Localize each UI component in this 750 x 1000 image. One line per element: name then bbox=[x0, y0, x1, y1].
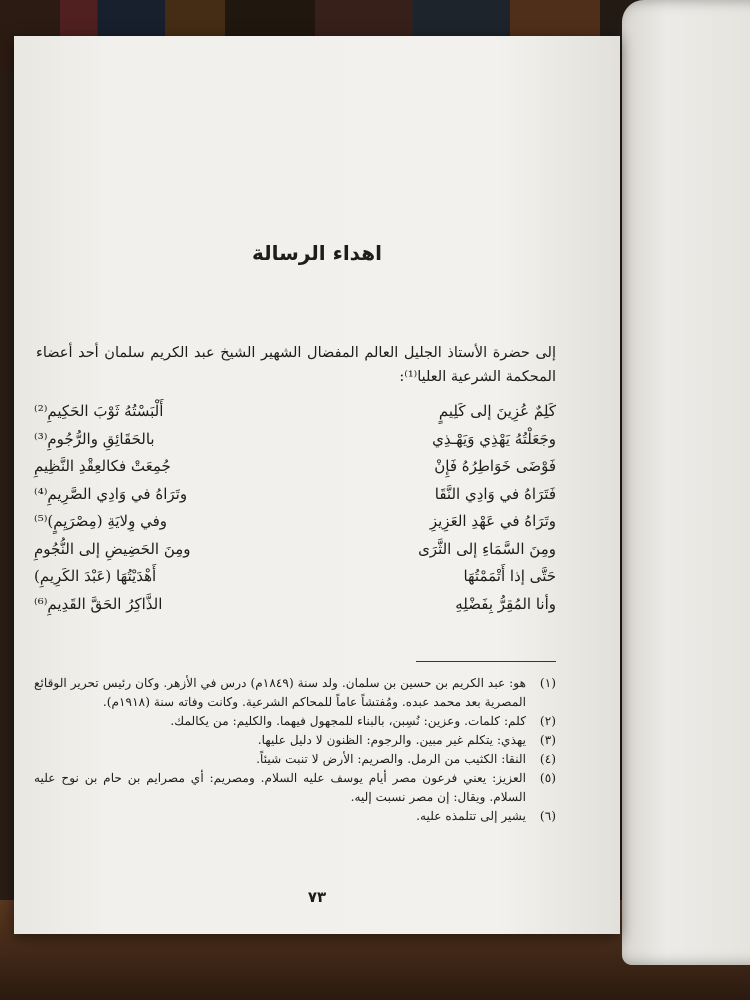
footnote bbox=[34, 750, 556, 769]
book-page bbox=[14, 36, 620, 934]
footnote-text: يشير إلى تتلمذه عليه. bbox=[416, 809, 526, 823]
verse-second-hemistich: جُمِعَتْ فكالعِقْدِ النَّظِيمِ bbox=[34, 457, 171, 475]
footnote-number: (١) bbox=[539, 676, 556, 690]
verse-second-hemistich: أَلْبَسْتُهُ ثَوْبَ الحَكِيمِ⁽²⁾ bbox=[34, 402, 164, 420]
footnote bbox=[34, 731, 556, 750]
poem-verse bbox=[34, 508, 556, 536]
verse-second-hemistich: وفي وِلايَةِ (مِصْرَيِمٍ)⁽⁵⁾ bbox=[34, 512, 168, 530]
verse-second-hemistich: أَهْدَيْتُهَا (عَبْدَ الكَرِيمِ) bbox=[34, 567, 157, 585]
facing-page-edge bbox=[622, 0, 750, 965]
page-number: ٧٣ bbox=[307, 888, 327, 906]
verse-first-hemistich: ومِنَ السَّمَاءِ إلى الثَّرَى bbox=[418, 539, 556, 558]
verse-first-hemistich: وجَعَلْتُهُ يَهْذِي وَيَهْـذِي bbox=[432, 429, 556, 448]
footnote-number: (٣) bbox=[539, 733, 556, 747]
poem-verse bbox=[34, 536, 556, 564]
footnote-number: (٥) bbox=[539, 771, 556, 785]
footnote-number: (٢) bbox=[539, 714, 556, 728]
footnote bbox=[34, 807, 556, 826]
footnote-divider bbox=[416, 661, 556, 662]
footnote-text: العزيز: يعني فرعون مصر أيام يوسف عليه السلام. ومصريم: أي مصرايم بن حام بن نوح عليه السلام. ويقال: إن مصر نسبت إليه. bbox=[34, 771, 526, 804]
footnotes bbox=[34, 674, 556, 826]
verse-second-hemistich: بالحَقَائِقِ والرُّجُومِ⁽³⁾ bbox=[34, 429, 155, 448]
verse-first-hemistich: وتَرَاهُ في عَهْدِ العَزِيزِ bbox=[429, 512, 556, 530]
poem-verse bbox=[34, 481, 556, 509]
dedication-intro: إلى حضرة الأستاذ الجليل العالم المفضال الشهير الشيخ عبد الكريم سلمان أحد أعضاء المحكمة الشرعية العليا⁽¹⁾: bbox=[36, 345, 556, 385]
footnote-text: النقا: الكثيب من الرمل. والصريم: الأرض لا تنبت شيئاً. bbox=[256, 752, 526, 766]
page-title: اهداء الرسالة bbox=[252, 241, 382, 265]
footnote-number: (٦) bbox=[539, 809, 556, 823]
verse-first-hemistich: كَلِمٌ عُزِينَ إلى كَلِيمٍ bbox=[438, 402, 556, 420]
poem bbox=[34, 398, 556, 618]
verse-first-hemistich: فَتَرَاهُ في وَادِي النَّقَا bbox=[434, 484, 556, 503]
poem-verse bbox=[34, 591, 556, 619]
footnote-number: (٤) bbox=[539, 752, 556, 766]
footnote-text: هو: عبد الكريم بن حسين بن سلمان. ولد سنة (١٨٤٩م) درس في الأزهر. وكان رئيس تحرير الوقائع المصرية بعد محمد عبده. ومُفتشاً عاماً للمحاكم الشرعية. وكانت وفاته سنة (١٩١٨م). bbox=[34, 676, 526, 709]
poem-verse bbox=[34, 426, 556, 454]
poem-verse bbox=[34, 563, 556, 591]
footnote-text: يهذي: يتكلم غير مبين. والرجوم: الظنون لا دليل عليها. bbox=[257, 733, 526, 747]
poem-verse bbox=[34, 398, 556, 426]
verse-second-hemistich: ومِنَ الحَضِيضِ إلى النُّجُومِ bbox=[34, 539, 191, 558]
verse-first-hemistich: فَوْضَى خَوَاطِرُهُ فَإِنْ bbox=[434, 457, 556, 475]
footnote bbox=[34, 674, 556, 712]
footnote bbox=[34, 769, 556, 807]
verse-second-hemistich: الذَّاكِرُ الحَقَّ القَدِيمِ⁽⁶⁾ bbox=[34, 594, 163, 613]
footnote-text: كلم: كلمات. وعزين: نُسِبن، بالبناء للمجهول فيهما. والكليم: من يكالمك. bbox=[170, 714, 526, 728]
footnote bbox=[34, 712, 556, 731]
poem-verse bbox=[34, 453, 556, 481]
verse-first-hemistich: حَتَّى إذا أَتْمَمْتُهَا bbox=[463, 567, 556, 585]
verse-second-hemistich: وتَرَاهُ في وَادِي الصَّرِيمِ⁽⁴⁾ bbox=[34, 484, 188, 503]
verse-first-hemistich: وأنا المُقِرُّ بِفَضْلِهِ bbox=[455, 594, 556, 613]
